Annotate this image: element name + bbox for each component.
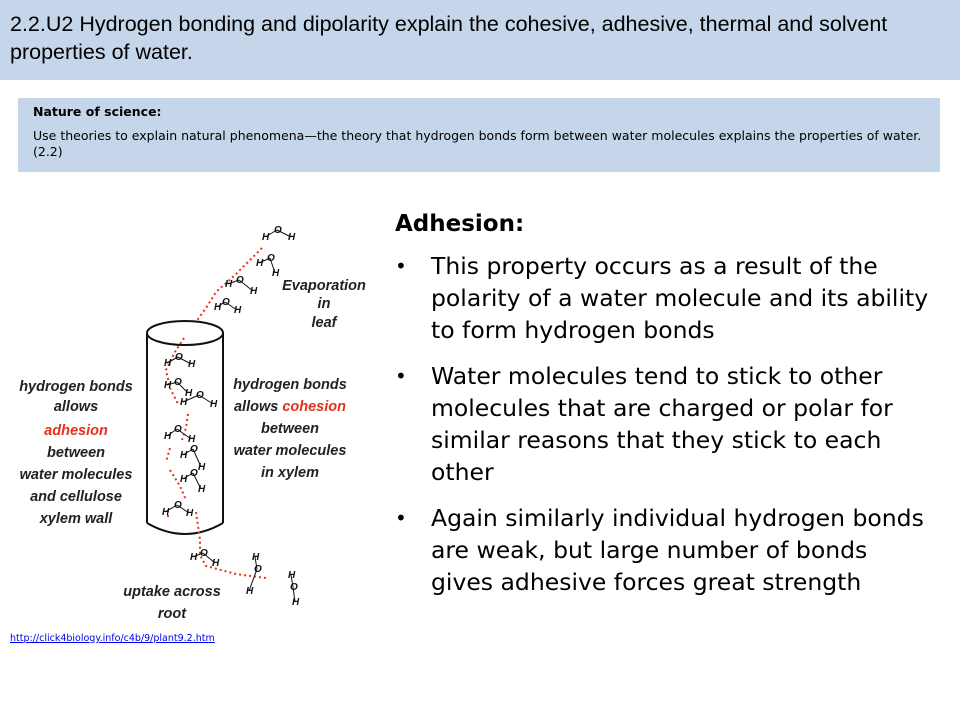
water-molecule [256, 253, 280, 279]
cohesion-line-1: hydrogen bonds [233, 377, 347, 393]
hydrogen-atom: H [188, 434, 196, 445]
oxygen-atom: O [175, 352, 183, 363]
cohesion-label [233, 377, 347, 481]
uptake-label [123, 584, 221, 622]
hydrogen-atom: H [225, 279, 233, 290]
bullet-item: • Water molecules tend to stick to other molecules that are charged or polar for similar reasons that they stick to each other [395, 360, 935, 488]
evaporation-in: in [317, 296, 331, 312]
hydrogen-atom: H [164, 431, 172, 442]
water-molecule [288, 570, 300, 608]
adhesion-line-5: water molecules [19, 467, 133, 483]
water-molecule [162, 500, 194, 519]
hydrogen-atom: H [210, 399, 218, 410]
adhesion-line-4: between [46, 445, 106, 461]
nature-of-science-body: Use theories to explain natural phenomena—the theory that hydrogen bonds form between water molecules explains the properties of water. (2.2) [33, 128, 922, 159]
hydrogen-atom: H [186, 508, 194, 519]
cohesion-line-5: in xylem [260, 465, 320, 481]
adhesion-line-6: and cellulose [30, 489, 122, 505]
hydrogen-atom: H [188, 359, 196, 370]
hydrogen-atom: H [272, 268, 280, 279]
hydrogen-atom: H [185, 388, 193, 399]
hydrogen-atom: H [252, 552, 260, 563]
oxygen-atom: O [267, 253, 275, 264]
adhesion-highlight: adhesion [44, 423, 108, 439]
water-molecule [214, 297, 242, 316]
adhesion-line-2: allows [53, 399, 99, 415]
oxygen-atom: O [222, 297, 230, 308]
slide-title: 2.2.U2 Hydrogen bonding and dipolarity explain the cohesive, adhesive, thermal and solvent properties of water. [10, 12, 888, 64]
bullet-item: • Again similarly individual hydrogen bonds are weak, but large number of bonds gives adhesive forces great strength [395, 502, 935, 598]
water-molecule [164, 352, 196, 370]
water-molecule [262, 225, 296, 243]
hydrogen-atom: H [234, 305, 242, 316]
oxygen-atom: O [254, 564, 262, 575]
uptake-line-2: root [157, 606, 187, 622]
hydrogen-atom: H [180, 450, 188, 461]
oxygen-atom: O [174, 500, 182, 511]
hydrogen-atom: H [288, 232, 296, 243]
oxygen-atom: O [174, 424, 182, 435]
water-molecule [225, 275, 258, 297]
cohesion-line-4: water molecules [233, 443, 347, 459]
hydrogen-atom: H [198, 484, 206, 495]
hydrogen-atom: H [212, 558, 220, 569]
adhesion-heading: Adhesion: [395, 211, 525, 237]
xylem-diagram-svg [0, 220, 390, 630]
water-molecule [164, 424, 196, 445]
hydrogen-atom: H [288, 570, 296, 581]
hydrogen-atom: H [256, 258, 264, 269]
cohesion-allows: allows [233, 399, 283, 415]
hydrogen-atom: H [190, 552, 198, 563]
evaporation-label [282, 278, 366, 331]
oxygen-atom: O [290, 582, 298, 593]
adhesion-label [19, 379, 133, 527]
hydrogen-atom: H [292, 597, 300, 608]
bullet-item: • This property occurs as a result of the polarity of a water molecule and its ability to form hydrogen bonds [395, 250, 935, 346]
uptake-line-1: uptake across [123, 584, 221, 600]
hydrogen-atom: H [250, 286, 258, 297]
cohesion-line-2 [234, 399, 346, 415]
xylem-vessel [147, 321, 223, 534]
hydrogen-atom: H [246, 586, 254, 597]
oxygen-atom: O [174, 377, 182, 388]
hydrogen-atom: H [164, 358, 172, 369]
cohesion-line-3: between [260, 421, 320, 437]
oxygen-atom: O [190, 444, 198, 455]
evaporation-leaf: leaf [311, 315, 337, 331]
water-molecule [164, 377, 193, 399]
nature-of-science-heading: Nature of science: [33, 104, 162, 119]
hydrogen-atom: H [164, 380, 172, 391]
adhesion-line-7: xylem wall [39, 511, 113, 527]
adhesion-line-1: hydrogen bonds [19, 379, 133, 395]
hydrogen-atom: H [180, 397, 188, 408]
adhesion-content [395, 208, 935, 612]
water-molecules [162, 225, 300, 608]
oxygen-atom: O [236, 275, 244, 286]
hydrogen-atom: H [198, 462, 206, 473]
oxygen-atom: O [196, 390, 204, 401]
source-link[interactable]: http://click4biology.info/c4b/9/plant9.2.htm [10, 633, 215, 644]
water-molecule [246, 552, 262, 597]
hydrogen-atom: H [262, 232, 270, 243]
hydrogen-atom: H [162, 507, 170, 518]
evaporation-word: Evaporation [282, 278, 366, 294]
oxygen-atom: O [190, 468, 198, 479]
cohesion-highlight: cohesion [282, 399, 347, 415]
hydrogen-atom: H [180, 474, 188, 485]
adhesion-bullet-list [395, 250, 935, 598]
oxygen-atom: O [274, 225, 282, 236]
oxygen-atom: O [200, 548, 208, 559]
xylem-water-diagram [0, 220, 390, 630]
hydrogen-atom: H [214, 302, 222, 313]
